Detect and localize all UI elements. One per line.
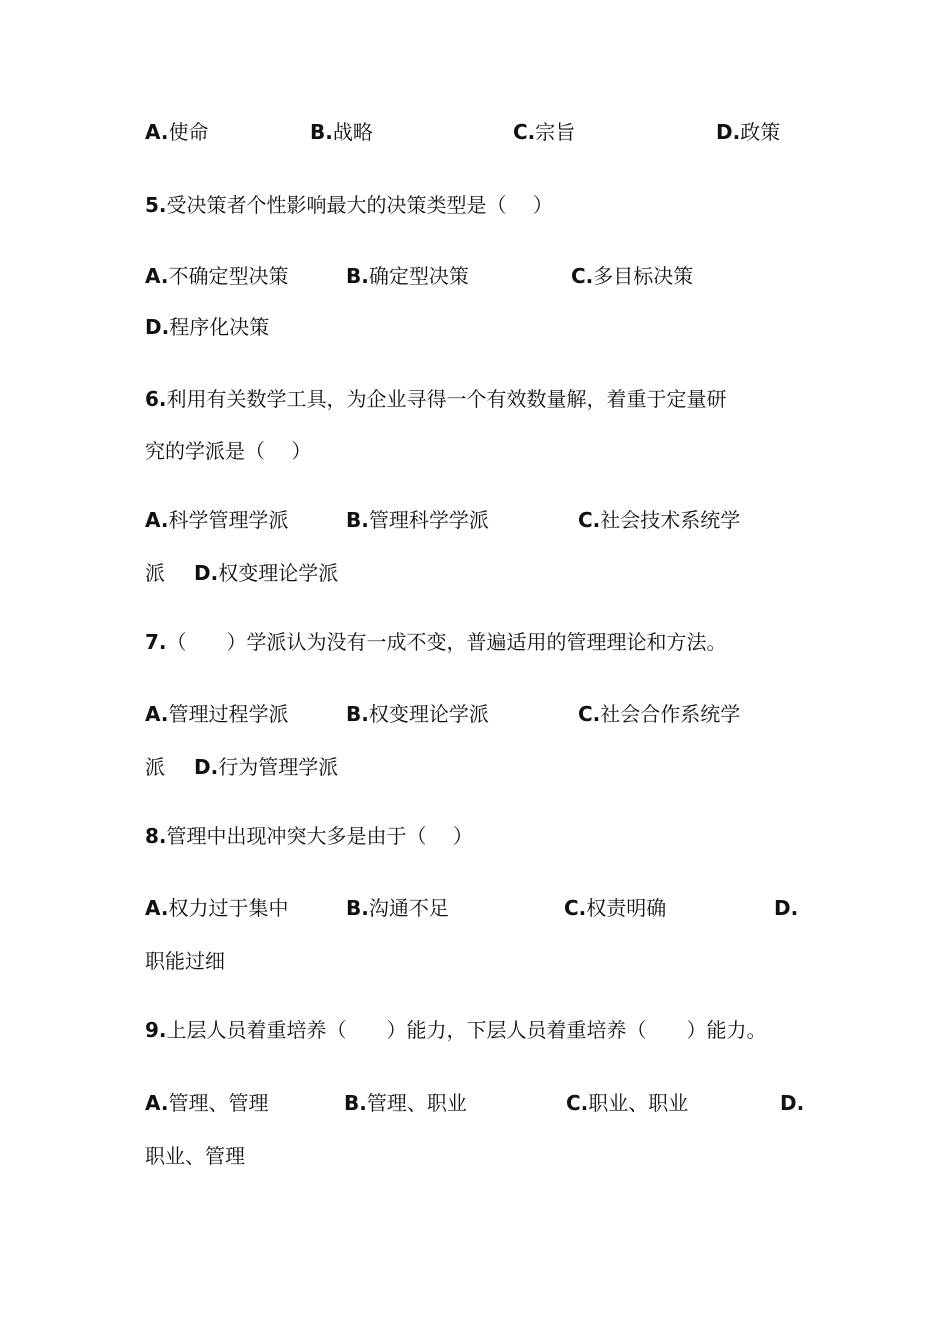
question-text: 利用有关数学工具，为企业寻得一个有效数量解，着重于定量研: [166, 387, 727, 411]
option-text-continued: 派: [145, 755, 165, 779]
q5-options-row-2: [0, 307, 950, 347]
q6-options-row-2: [0, 553, 950, 593]
option-text: 政策: [740, 120, 781, 144]
option-label: B.: [346, 508, 369, 532]
question-number: 8.: [145, 824, 167, 848]
q5-option-d: [145, 307, 269, 347]
question-text: 管理中出现冲突大多是由于（ ）: [166, 824, 473, 848]
q8-option-d: [774, 888, 798, 928]
q5-option-b: [346, 256, 469, 296]
option-text: 管理过程学派: [168, 702, 289, 726]
option-text-continued: 派: [145, 561, 165, 585]
option-label: D.: [145, 315, 170, 339]
q9-options-row-2: [0, 1136, 950, 1176]
option-label: C.: [566, 1091, 589, 1115]
option-label: B.: [346, 702, 369, 726]
q5-option-a: [145, 256, 288, 296]
q9-option-c: [566, 1083, 688, 1123]
q8-option-c: [564, 888, 666, 928]
option-text: 战略: [332, 120, 373, 144]
option-text: 权变理论学派: [368, 702, 489, 726]
option-text: 不确定型决策: [168, 264, 289, 288]
q7-option-b: [346, 694, 489, 734]
option-label: B.: [344, 1091, 367, 1115]
option-label: A.: [145, 264, 169, 288]
option-text: 权责明确: [586, 896, 667, 920]
option-label: B.: [346, 264, 369, 288]
option-label: A.: [145, 896, 169, 920]
option-label: A.: [145, 702, 169, 726]
question-text: 究的学派是（ ）: [145, 439, 312, 463]
q4-option-a: [145, 112, 208, 152]
q6-option-a: [145, 500, 288, 540]
q9-option-a: [145, 1083, 268, 1123]
q8-options-row-2: [0, 941, 950, 981]
q4-option-b: [310, 112, 373, 152]
q7-option-a: [145, 694, 288, 734]
q6-options-row: [0, 500, 950, 540]
option-label: B.: [346, 896, 369, 920]
question-number: 9.: [145, 1018, 167, 1042]
q6-option-c: [578, 500, 740, 540]
q9-option-d: [780, 1083, 804, 1123]
option-label: C.: [571, 264, 594, 288]
option-text: 权变理论学派: [218, 561, 339, 585]
q6-option-b: [346, 500, 489, 540]
option-label: D.: [774, 896, 799, 920]
q4-option-d: [716, 112, 780, 152]
option-text: 权力过于集中: [168, 896, 289, 920]
q9-option-b: [344, 1083, 467, 1123]
option-text: 职业、职业: [588, 1091, 689, 1115]
option-label: C.: [513, 120, 536, 144]
q7-stem: [0, 622, 950, 662]
question-text: （ ）学派认为没有一成不变，普遍适用的管理理论和方法。: [166, 630, 727, 654]
option-label: D.: [716, 120, 741, 144]
option-text: 使命: [168, 120, 209, 144]
option-text: 多目标决策: [593, 264, 694, 288]
option-text: 宗旨: [535, 120, 576, 144]
option-text: 沟通不足: [368, 896, 449, 920]
option-text: 行为管理学派: [218, 755, 339, 779]
option-label: C.: [564, 896, 587, 920]
option-label: D.: [194, 561, 219, 585]
option-text-continued: 职业、管理: [145, 1144, 245, 1168]
option-text: 科学管理学派: [168, 508, 289, 532]
q9-stem: [0, 1010, 950, 1050]
q8-options-row: [0, 888, 950, 928]
question-number: 6.: [145, 387, 167, 411]
q4-options-row: [0, 112, 950, 152]
question-text: 上层人员着重培养（ ）能力，下层人员着重培养（ ）能力。: [166, 1018, 767, 1042]
option-label: A.: [145, 120, 169, 144]
q9-options-row: [0, 1083, 950, 1123]
q6-stem: [0, 379, 950, 419]
option-text: 社会合作系统学: [600, 702, 741, 726]
option-text: 确定型决策: [368, 264, 469, 288]
option-text: 管理、职业: [366, 1091, 467, 1115]
option-text: 程序化决策: [169, 315, 270, 339]
option-text: 社会技术系统学: [600, 508, 741, 532]
option-label: D.: [780, 1091, 805, 1115]
question-number: 7.: [145, 630, 167, 654]
question-text: 受决策者个性影响最大的决策类型是（ ）: [166, 193, 553, 217]
q7-options-row-2: [0, 747, 950, 787]
q8-option-a: [145, 888, 288, 928]
q8-option-b: [346, 888, 449, 928]
q8-stem: [0, 816, 950, 856]
q4-option-c: [513, 112, 575, 152]
option-label: B.: [310, 120, 333, 144]
option-text-continued: 职能过细: [145, 949, 225, 973]
option-label: A.: [145, 508, 169, 532]
option-label: A.: [145, 1091, 169, 1115]
q6-stem-line-2: [0, 431, 950, 471]
q7-option-d: [194, 747, 338, 787]
question-number: 5.: [145, 193, 167, 217]
q5-option-c: [571, 256, 693, 296]
option-label: C.: [578, 702, 601, 726]
q7-option-c: [578, 694, 740, 734]
q5-stem: [0, 185, 950, 225]
q6-option-d: [194, 553, 338, 593]
option-label: D.: [194, 755, 219, 779]
option-text: 管理、管理: [168, 1091, 269, 1115]
option-text: 管理科学学派: [368, 508, 489, 532]
option-label: C.: [578, 508, 601, 532]
q5-options-row: [0, 256, 950, 296]
q7-options-row: [0, 694, 950, 734]
